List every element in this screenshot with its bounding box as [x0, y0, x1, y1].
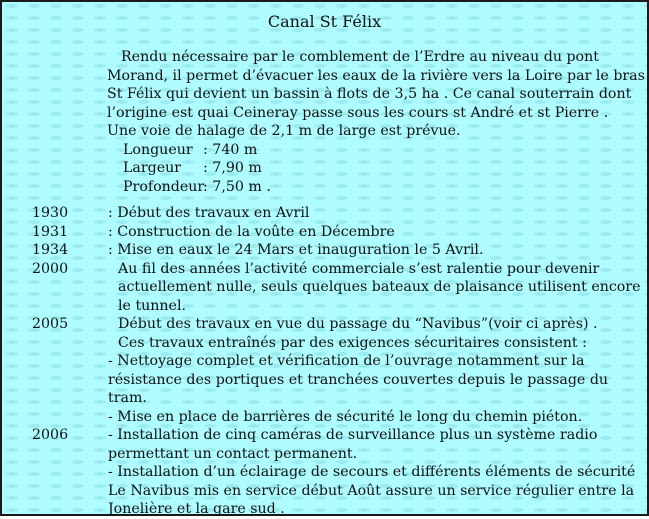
timeline-year: 1931: [32, 223, 69, 240]
timeline-year: 1930: [32, 205, 69, 221]
timeline-entry-1931: [32, 223, 647, 242]
dimension-value: : 7,90 m: [203, 160, 262, 176]
timeline-text: : Construction de la voûte en Décembre: [108, 223, 395, 240]
dimension-value: : 740 m: [203, 141, 258, 158]
timeline-text: : Mise en eaux le 24 Mars et inauguration le 5 Avril.: [108, 242, 484, 258]
dimensions-list: [107, 141, 647, 197]
timeline-text: Ces travaux entraînés par des exigences sécuritaires consistent :: [118, 334, 587, 351]
dimension-depth: [107, 178, 647, 197]
timeline-bullet: - Installation d’un éclairage de secours et différents éléments de sécurité Le Navibus mis en service début Août assure un service régulier entre la Jonelière et la gare sud .: [108, 464, 636, 517]
dimension-label: Largeur: [123, 160, 182, 176]
timeline-entry-1930: [32, 204, 647, 223]
timeline-text: Début des travaux en vue du passage du “Navibus”(voir ci après) .: [118, 316, 598, 332]
timeline-bullet: - Mise en place de barrières de sécurité le long du chemin piéton.: [108, 408, 583, 425]
timeline-bullet: - Nettoyage complet et vérification de l’ouvrage notamment sur la résistance des portiques et tranchées couvertes depuis le passage du tram.: [108, 353, 609, 406]
timeline-year: 2005: [32, 316, 69, 332]
timeline-entry-2005: [32, 315, 647, 426]
timeline-entry-2006: [32, 426, 647, 519]
towpath-note: Une voie de halage de 2,1 m de large est prévue.: [107, 123, 461, 139]
timeline: [32, 204, 647, 519]
dimension-label: Longueur: [123, 141, 193, 158]
timeline-entry-1934: [32, 241, 647, 260]
timeline-bullet: - Installation de cinq caméras de surveillance plus un système radio permettant un contact permanent.: [108, 427, 598, 462]
intro-paragraph: Rendu nécessaire par le comblement de l’Erdre au niveau du pont Morand, il permet d’évacuer les eaux de la rivière vers la Loire par le bras St Félix qui devient un bassin à flots de 3,5 ha . Ce canal souterrain dont l’origine est quai Ceineray passe sous les cours st André et st Pierre .: [107, 49, 645, 121]
intro-section: [107, 48, 647, 196]
timeline-entry-2000: [32, 260, 647, 316]
timeline-year: 1934: [32, 242, 69, 258]
dimension-value: : 7,50 m .: [203, 178, 271, 195]
timeline-year: 2000: [32, 260, 69, 277]
dimension-length: [107, 141, 647, 160]
dimension-label: Profondeur: [123, 178, 205, 195]
timeline-year: 2006: [32, 427, 69, 443]
dimension-width: [107, 159, 647, 178]
page-title: Canal St Félix: [267, 12, 382, 31]
timeline-text: : Début des travaux en Avril: [108, 205, 310, 221]
timeline-text: Au fil des années l’activité commerciale s’est ralentie pour devenir actuellement nulle, seuls quelques bateaux de plaisance utilisent encore le tunnel.: [118, 260, 641, 314]
